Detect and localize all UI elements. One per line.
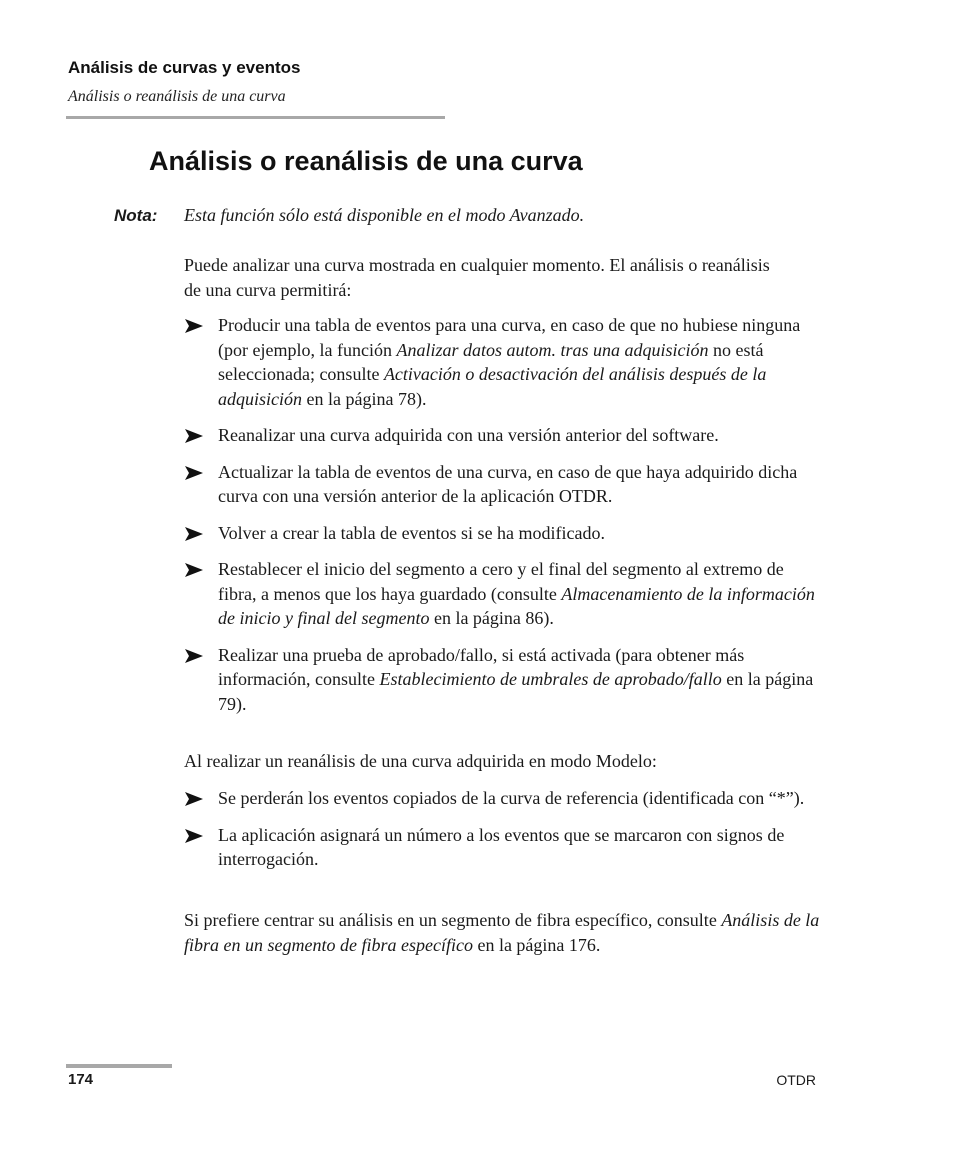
page-title: Análisis o reanálisis de una curva: [149, 146, 583, 176]
model-intro-paragraph: Al realizar un reanálisis de una curva adquirida en modo Modelo:: [184, 751, 657, 771]
arrow-bullet-icon: [184, 825, 204, 845]
body-text: en la página 79).: [218, 669, 814, 714]
body-text: Realizar una prueba de aprobado/fallo, si está activada (para obtener más información, consulte: [218, 644, 745, 689]
body-text: Producir una tabla de eventos para una curva, en caso de que no hubiese ninguna (por ejemplo, la función: [218, 315, 801, 360]
running-header-subsection: Análisis o reanálisis de una curva: [68, 88, 286, 105]
bullet-item: [184, 423, 824, 448]
body-text: Reanalizar una curva adquirida con una versión anterior del software.: [218, 425, 719, 445]
body-text: Volver a crear la tabla de eventos si se ha modificado.: [218, 522, 606, 543]
bullet-item: [184, 557, 824, 631]
bullet-item: [184, 313, 824, 411]
header-divider: [66, 116, 445, 119]
footer-product: OTDR: [776, 1072, 816, 1088]
bullet-list-2: [184, 786, 824, 872]
body-text: Si prefiere centrar su análisis en un segmento de fibra específico, consulte: [184, 910, 722, 930]
bullet-text: [218, 425, 719, 445]
body-text: en la página 86).: [429, 608, 554, 628]
cross-reference-text: Análisis de la fibra en un segmento de fibra específico: [184, 910, 820, 955]
bullet-text: [218, 315, 800, 409]
bullet-text: [218, 788, 804, 808]
bullet-list-1: [184, 313, 824, 716]
cross-reference-text: Analizar datos autom. tras una adquisición: [396, 339, 709, 360]
arrow-bullet-icon: [184, 788, 204, 808]
bullet-text: [218, 825, 784, 870]
arrow-bullet-icon: [184, 315, 204, 335]
footer-divider: [66, 1064, 172, 1068]
note-label: Nota:: [114, 206, 158, 225]
bullet-item: [184, 521, 824, 546]
body-text: en la página 78).: [302, 388, 427, 409]
bullet-item: [184, 786, 824, 811]
intro-block: [184, 253, 824, 302]
analysis-benefits-list: [184, 313, 824, 716]
running-header-section: Análisis de curvas y eventos: [68, 58, 301, 77]
intro-paragraph: Puede analizar una curva mostrada en cualquier momento. El análisis o reanálisis de una curva permitirá:: [184, 255, 770, 300]
body-text: La aplicación asignará un número a los eventos que se marcaron con signos de interrogación.: [218, 824, 785, 869]
note-text: Esta función sólo está disponible en el modo Avanzado.: [184, 205, 585, 225]
body-text: Se perderán los eventos copiados de la curva de referencia (identificada con “*”).: [218, 788, 805, 808]
bullet-text: [218, 559, 815, 628]
arrow-bullet-icon: [184, 645, 204, 665]
model-effects-list: [184, 786, 824, 872]
bullet-text: [218, 523, 605, 543]
bullet-item: [184, 460, 824, 509]
body-text: Restablecer el inicio del segmento a cero y el final del segmento al extremo de fibra, a menos que los haya guardado (consulte: [218, 559, 784, 604]
arrow-bullet-icon: [184, 462, 204, 482]
arrow-bullet-icon: [184, 523, 204, 543]
bullet-text: [218, 462, 797, 507]
closing-paragraph: [184, 908, 824, 957]
cross-reference-text: Activación o desactivación del análisis después de la adquisición: [218, 364, 767, 409]
arrow-bullet-icon: [184, 559, 204, 579]
closing-block: [184, 908, 824, 957]
bullet-item: [184, 823, 824, 872]
model-intro-block: [184, 749, 824, 774]
arrow-bullet-icon: [184, 425, 204, 445]
cross-reference-text: Establecimiento de umbrales de aprobado/fallo: [379, 669, 722, 689]
body-text: no está seleccionada; consulte: [218, 339, 764, 384]
cross-reference-text: Almacenamiento de la información de inicio y final del segmento: [218, 583, 815, 628]
bullet-text: [218, 645, 813, 714]
body-text: en la página 176.: [472, 934, 601, 955]
page-number: 174: [68, 1071, 94, 1088]
body-text: Actualizar la tabla de eventos de una curva, en caso de que haya adquirido dicha curva con una versión anterior de la aplicación OTDR.: [218, 461, 798, 506]
bullet-item: [184, 643, 824, 717]
